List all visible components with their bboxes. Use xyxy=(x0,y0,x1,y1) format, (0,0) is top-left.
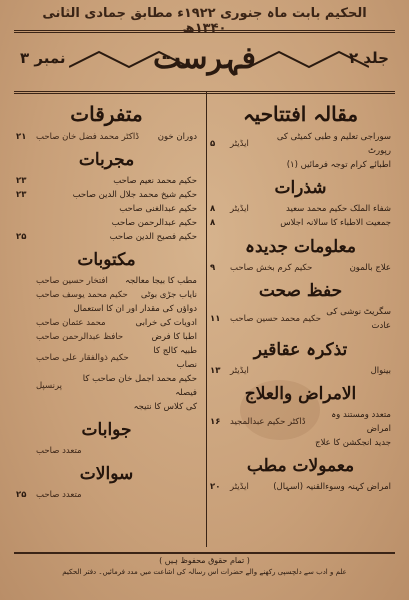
contents-title: فہرست xyxy=(152,41,257,76)
entry-page-number: ۸ xyxy=(210,204,216,214)
section-heading: الامراض والعلاج xyxy=(244,384,357,404)
toc-entry xyxy=(208,436,393,450)
entry-title: شفاء الملک حکیم محمد سعید xyxy=(286,204,391,214)
toc-entry xyxy=(14,130,199,144)
entry-title: ادویات کی خرابی xyxy=(135,318,197,328)
issue-header: الحکیم بابت ماہ جنوری ۱۹۲۲ء مطابق جمادی الثانی ۱۳۴۰ھ xyxy=(42,6,367,36)
entry-title: علاج بالمون xyxy=(349,263,391,273)
entry-page-number: ۲۱ xyxy=(16,132,27,142)
entry-author: حکیم محمد یوسف صاحب xyxy=(36,290,128,300)
toc-entry xyxy=(14,302,199,316)
toc-entry xyxy=(14,188,199,202)
toc-entry xyxy=(208,305,393,333)
entry-title: امراض کہنہ وسوءالقنیہ (اسہال) xyxy=(273,482,391,492)
section-heading: مکتوبات xyxy=(77,250,136,270)
entry-title: کی کلاس کا نتیجہ xyxy=(133,402,197,412)
toc-entry xyxy=(14,400,199,414)
toc-entry xyxy=(14,216,199,230)
entry-title: اطبا کا فرض xyxy=(151,332,197,342)
entry-title: جمعیت الاطباء کا سالانہ اجلاس xyxy=(280,218,391,228)
entry-page-number: ۱۳ xyxy=(210,366,221,376)
entry-title: طبیہ کالج کا نصاب xyxy=(153,346,197,370)
toc-entry xyxy=(208,261,393,275)
section-heading: جوابات xyxy=(81,420,132,440)
title-banner xyxy=(14,30,395,94)
entry-title: جدید انجکشن کا علاج xyxy=(315,438,391,448)
entry-page-number: ۲۵ xyxy=(16,490,27,500)
entry-page-number: ۲۳ xyxy=(16,190,27,200)
footer-note: علم و ادب سے دلچسپی رکھنے والے حضرات اس رسالہ کی اشاعت میں مدد فرمائیں۔ دفتر الحکیم xyxy=(62,568,347,576)
toc-entry xyxy=(14,274,199,288)
toc-entry xyxy=(14,488,199,502)
entry-title: نایاب جڑی بوٹی xyxy=(140,290,197,300)
toc-entry xyxy=(14,316,199,330)
section-heading: متفرقات xyxy=(70,102,143,126)
volume-label: جلد ۲ xyxy=(349,49,389,67)
entry-page-number: ۹ xyxy=(210,263,216,273)
entry-author: ایڈیٹر xyxy=(230,139,249,149)
entry-title: حکیم عبدالرحمن صاحب xyxy=(111,218,197,228)
entry-author: حافظ عبدالرحمن صاحب xyxy=(36,332,124,342)
section-heading: معلومات جدیدہ xyxy=(245,237,356,257)
entry-author: حکیم محمد حسین صاحب xyxy=(230,314,321,324)
entry-title: بینوال xyxy=(370,366,391,376)
entry-title: حکیم عبدالغنی صاحب xyxy=(119,204,197,214)
section-heading: شذرات xyxy=(274,178,327,198)
section-heading: مقالہ افتتاحیہ xyxy=(242,102,359,126)
entry-title: اطبائے کرام توجہ فرمائیں (۱) xyxy=(286,160,391,170)
entry-author: پرنسپل xyxy=(36,381,63,391)
entry-author: ایڈیٹر xyxy=(230,204,249,214)
column-divider xyxy=(206,92,207,547)
entry-page-number: ۲۰ xyxy=(210,482,221,492)
toc-entry xyxy=(208,158,393,172)
toc-entry xyxy=(208,130,393,158)
entry-author: حکیم کرم بخش صاحب xyxy=(230,263,313,273)
entry-page-number: ۱۶ xyxy=(210,417,221,427)
toc-entry xyxy=(208,364,393,378)
toc-entry xyxy=(14,288,199,302)
entry-author: متعدد صاحب xyxy=(36,446,82,456)
entry-author: حکیم ذوالفقار علی صاحب xyxy=(36,353,129,363)
toc-entry xyxy=(14,174,199,188)
entry-author: ڈاکٹر محمد فضل خان صاحب xyxy=(36,132,140,142)
copyright-note: ( تمام حقوق محفوظ ہیں ) xyxy=(159,556,250,565)
toc-entry xyxy=(208,202,393,216)
section-heading: حفظ صحت xyxy=(258,281,343,301)
section-heading: سوالات xyxy=(79,464,134,484)
section-heading: تذکرہ عقاقیر xyxy=(253,340,348,360)
toc-entry xyxy=(14,372,199,400)
toc-entry xyxy=(208,216,393,230)
entry-title: حکیم محمد نعیم صاحب xyxy=(113,176,197,186)
toc-entry xyxy=(14,330,199,344)
entry-page-number: ۵ xyxy=(210,139,216,149)
entry-title: دوران خون xyxy=(157,132,197,142)
section-heading: مجربات xyxy=(78,150,135,170)
entry-title: سگریٹ نوشی کی عادت xyxy=(326,307,391,331)
entry-page-number: ۸ xyxy=(210,218,216,228)
section-heading: معمولات مطب xyxy=(246,456,355,476)
entry-title: دواؤں کی مقدار اور ان کا استعمال xyxy=(73,304,197,314)
toc-entry xyxy=(14,202,199,216)
entry-title: حکیم شیخ محمد جلال الدین صاحب xyxy=(72,190,197,200)
entry-author: افتخار حسین صاحب xyxy=(36,276,108,286)
left-column xyxy=(14,96,199,502)
entry-author: متعدد صاحب xyxy=(36,490,82,500)
entry-page-number: ۲۳ xyxy=(16,176,27,186)
entry-page-number: ۲۵ xyxy=(16,232,27,242)
right-column xyxy=(208,96,393,494)
entry-title: حکیم فصیح الدین صاحب xyxy=(109,232,197,242)
entry-title: حکیم محمد اجمل خان صاحب کا فیصلہ xyxy=(82,374,197,398)
toc-entry xyxy=(14,344,199,372)
entry-author: محمد عثمان صاحب xyxy=(36,318,106,328)
toc-entry xyxy=(14,444,199,458)
entry-author: ایڈیٹر xyxy=(230,366,249,376)
entry-title: سوراجی تعلیم و طبی کمیٹی کی رپورٹ xyxy=(276,132,391,156)
toc-entry xyxy=(208,408,393,436)
issue-number-label: نمبر ۳ xyxy=(20,49,66,67)
entry-author: ڈاکٹر حکیم عبدالمجید xyxy=(230,417,306,427)
toc-entry xyxy=(14,230,199,244)
entry-author: ایڈیٹر xyxy=(230,482,249,492)
entry-title: متعدد ومستند وہ امراض xyxy=(331,410,391,434)
entry-page-number: ۱۱ xyxy=(210,314,221,324)
entry-title: مطب کا بیجا معالجہ xyxy=(125,276,197,286)
footer xyxy=(14,552,395,594)
toc-entry xyxy=(208,480,393,494)
